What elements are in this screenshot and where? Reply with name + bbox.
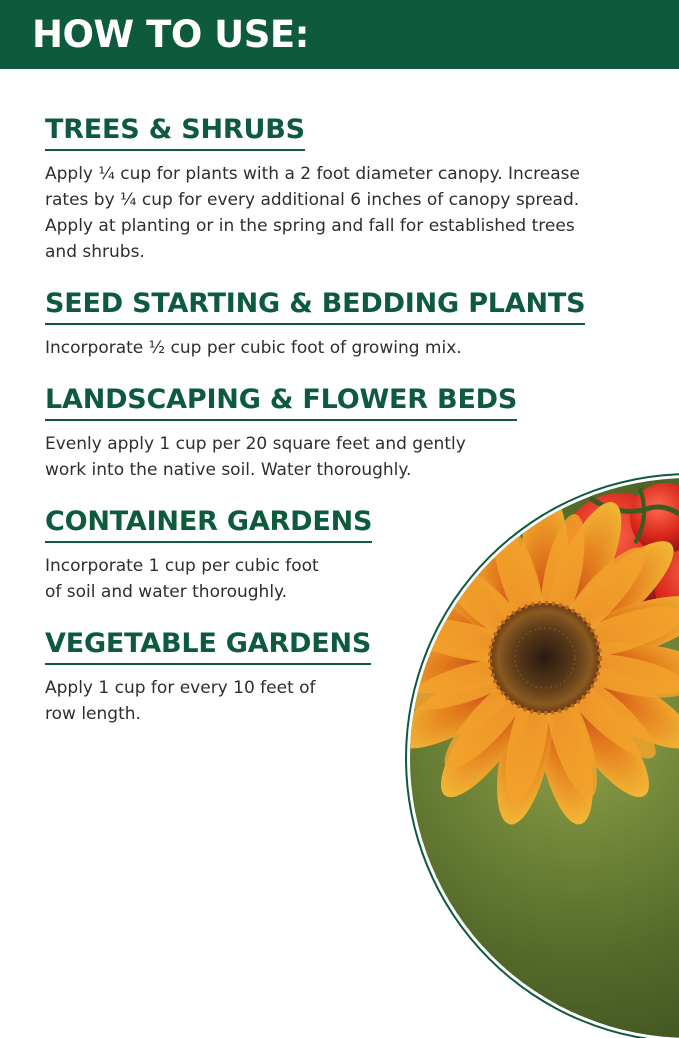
body-line: Evenly apply 1 cup per 20 square feet and gently <box>45 434 466 454</box>
section-body <box>45 675 371 727</box>
page-title: HOW TO USE: <box>32 13 309 56</box>
section-landscaping <box>45 384 517 483</box>
section-body <box>45 335 585 361</box>
section-heading: VEGETABLE GARDENS <box>45 628 371 665</box>
section-trees-shrubs <box>45 114 580 265</box>
body-line: and shrubs. <box>45 242 145 262</box>
body-line: Incorporate 1 cup per cubic foot <box>45 556 319 576</box>
section-vegetable-gardens <box>45 628 371 727</box>
body-line: Apply at planting or in the spring and fall for established trees <box>45 216 575 236</box>
section-body <box>45 431 517 483</box>
section-body <box>45 553 372 605</box>
body-line: of soil and water thoroughly. <box>45 582 288 602</box>
section-heading: TREES & SHRUBS <box>45 114 305 151</box>
sunflower-icon <box>410 478 679 1038</box>
body-line: work into the native soil. Water thoroughly. <box>45 460 412 480</box>
section-seed-starting <box>45 288 585 361</box>
sunflower-photo <box>410 478 679 1038</box>
header-bar <box>0 0 679 69</box>
body-line: Apply ¼ cup for plants with a 2 foot diameter canopy. Increase <box>45 164 580 184</box>
section-heading: LANDSCAPING & FLOWER BEDS <box>45 384 517 421</box>
body-line: row length. <box>45 704 141 724</box>
section-body <box>45 161 580 265</box>
body-line: Apply 1 cup for every 10 feet of <box>45 678 316 698</box>
body-line: rates by ¼ cup for every additional 6 inches of canopy spread. <box>45 190 580 210</box>
body-line: Incorporate ½ cup per cubic foot of growing mix. <box>45 338 462 358</box>
section-heading: CONTAINER GARDENS <box>45 506 372 543</box>
section-heading: SEED STARTING & BEDDING PLANTS <box>45 288 585 325</box>
section-container-gardens <box>45 506 372 605</box>
